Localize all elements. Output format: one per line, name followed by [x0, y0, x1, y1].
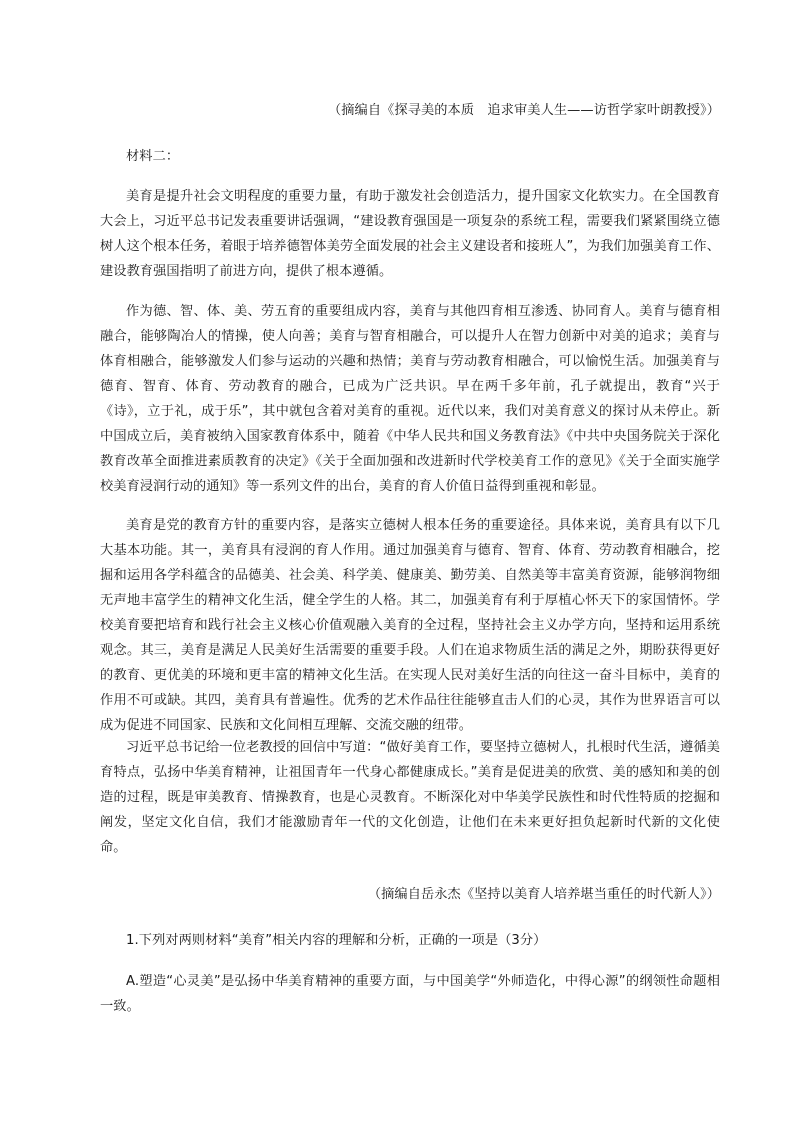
question-1: 1.下列对两则材料“美育”相关内容的理解和分析，正确的一项是（3分） — [126, 933, 547, 948]
paragraph-3: 美育是党的教育方针的重要内容，是落实立德树人根本任务的重要途径。具体来说，美育具有以下几大基本功能。其一，美育具有浸润的育人作用。通过加强美育与德育、智育、体育、劳动教育相融合，挖掘和运用各学科蕴含的品德美、社会美、科学美、健康美、勤劳美、自然美等丰富美育资源，能够润物细无声地丰富学生的精神文化生活，健全学生的人格。其二，加强美育有利于厚植心怀天下的家国情怀。学校美育要把培育和践行社会主义核心价值观融入美育的全过程，坚持社会主义办学方向，坚持和运用系统观念。其三，美育是满足人民美好生活需要的重要手段。人们在追求物质生活的满足之外，期盼获得更好的教育、更优美的环境和更丰富的精神文化生活。在实现人民对美好生活的向往这一奋斗目标中，美育的作用不可或缺。其四，美育具有普遍性。优秀的艺术作品往往能够直击人们的心灵，其作为世界语言可以成为促进不同国家、民族和文化间相互理解、交流交融的纽带。 — [100, 518, 720, 733]
material-one-source: （摘编自《探寻美的本质 追求审美人生——访哲学家叶朗教授》） — [327, 103, 720, 118]
paragraph-1: 美育是提升社会文明程度的重要力量，有助于激发社会创造活力，提升国家文化软实力。在全国教育大会上，习近平总书记发表重要讲话强调，“建设教育强国是一项复杂的系统工程，需要我们紧紧围绕立德树人这个根本任务，着眼于培养德智体美劳全面发展的社会主义建设者和接班人”，为我们加强美育工作、建设教育强国指明了前进方向，提供了根本遵循。 — [100, 189, 720, 279]
option-a: A.塑造“心灵美”是弘扬中华美育精神的重要方面，与中国美学“外师造化，中得心源”的纲领性命题相一致。 — [100, 974, 720, 1014]
material-two-title: 材料二： — [126, 149, 180, 164]
paragraph-2: 作为德、智、体、美、劳五育的重要组成内容，美育与其他四育相互渗透、协同育人。美育与德育相融合，能够陶冶人的情操，使人向善；美育与智育相融合，可以提升人在智力创新中对美的追求；美育与体育相融合，能够激发人们参与运动的兴趣和热情；美育与劳动教育相融合，可以愉悦生活。加强美育与德育、智育、体育、劳动教育的融合，已成为广泛共识。早在两千多年前，孔子就提出，教育“兴于《诗》，立于礼，成于乐”，其中就包含着对美育的重视。近代以来，我们对美育意义的探讨从未停止。新中国成立后，美育被纳入国家教育体系中，随着《中华人民共和国义务教育法》《中共中央国务院关于深化教育改革全面推进素质教育的决定》《关于全面加强和改进新时代学校美育工作的意见》《关于全面实施学校美育浸润行动的通知》等一系列文件的出台，美育的育人价值日益得到重视和彰显。 — [100, 304, 720, 494]
paragraph-4: 习近平总书记给一位老教授的回信中写道：“做好美育工作，要坚持立德树人，扎根时代生活，遵循美育特点，弘扬中华美育精神，让祖国青年一代身心都健康成长。”美育是促进美的欣赏、美的感知和美的创造的过程，既是审美教育、情操教育，也是心灵教育。不断深化对中华美学民族性和时代性特质的挖掘和阐发，坚定文化自信，我们才能激励青年一代的文化创造，让他们在未来更好担负起新时代新的文化使命。 — [100, 740, 720, 855]
material-two-source: （摘编自岳永杰《坚持以美育人培养堪当重任的时代新人》） — [367, 887, 720, 902]
